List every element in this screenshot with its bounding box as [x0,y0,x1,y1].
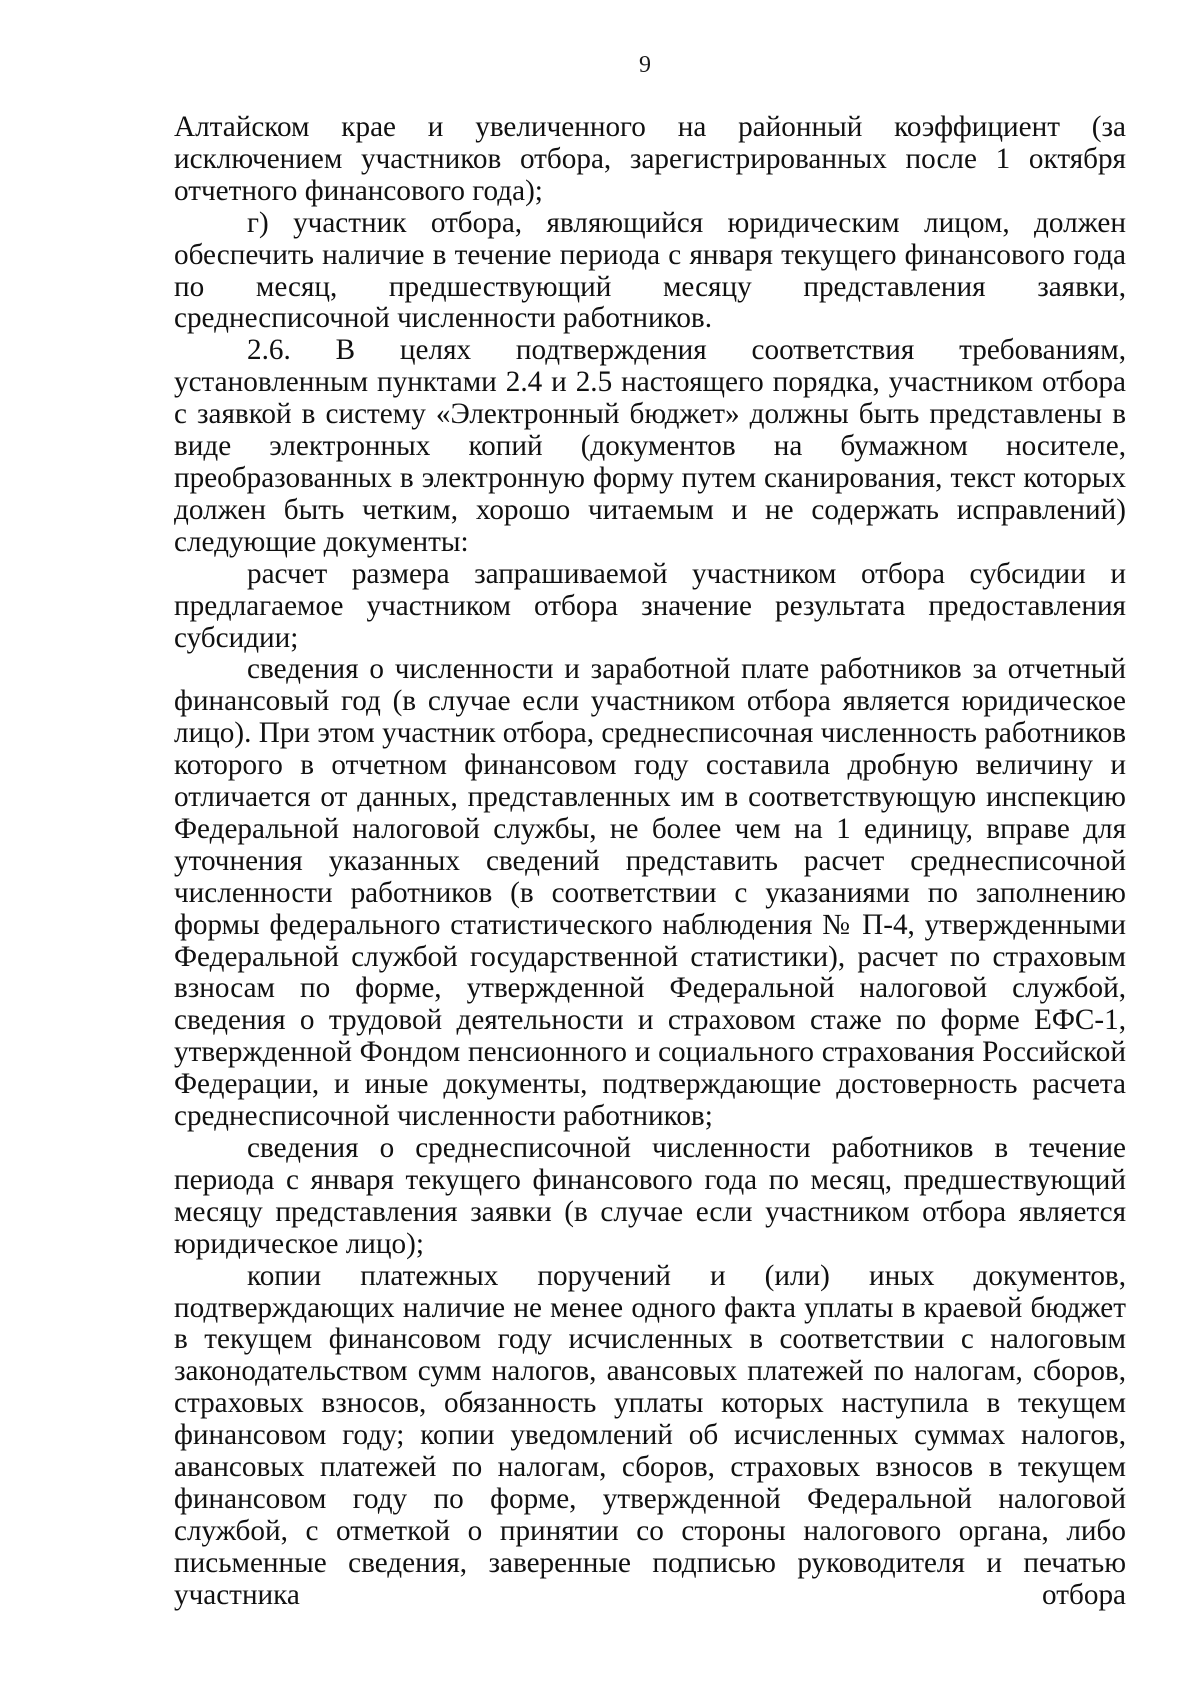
paragraph-continuation: Алтайском крае и увеличенного на районный коэффициент (за исключением участников отбора, зарегистрированных после 1 октября отчетного финансового года); [174,111,1126,207]
paragraph-average-headcount: сведения о среднесписочной численности работников в течение периода с января текущего финансового года по месяц, предшествующий месяцу представления заявки (в случае если участником отбора является юридическое лицо); [174,1132,1126,1260]
document-body [174,112,1126,1612]
paragraph-subsidy-calculation: расчет размера запрашиваемой участником отбора субсидии и предлагаемое участником отбора значение результата предоставления субсидии; [174,557,1126,654]
paragraph-item-g: г) участник отбора, являющийся юридическим лицом, должен обеспечить наличие в течение периода с января текущего финансового года по месяц, предшествующий месяцу представления заявки, среднесписочной численности работников. [174,206,1126,335]
page-number: 9 [639,52,651,78]
paragraph-2-6: 2.6. В целях подтверждения соответствия требованиям, установленным пунктами 2.4 и 2.5 настоящего порядка, участником отбора с заявкой в систему «Электронный бюджет» должны быть представлены в виде электронных копий (документов на бумажном носителе, преобразованных в электронную форму путем сканирования, текст которых должен быть четким, хорошо читаемым и не содержать исправлений) следующие документы: [174,334,1126,558]
paragraph-employee-info: сведения о численности и заработной плате работников за отчетный финансовый год (в случае если участником отбора является юридическое лицо). При этом участник отбора, среднесписочная численность работников которого в отчетном финансовом году составила дробную величину и отличается от данных, представленных им в соответствующую инспекцию Федеральной налоговой службы, не более чем на 1 единицу, вправе для уточнения указанных сведений представить расчет среднесписочной численности работников (в соответствии с указаниями по заполнению формы федерального статистического наблюдения № П-4, утвержденными Федеральной службой государственной статистики), расчет по страховым взносам по форме, утвержденной Федеральной налоговой службой, сведения о трудовой деятельности и страховом стаже по форме ЕФС-1, утвержденной Фондом пенсионного и социального страхования Российской Федерации, и иные документы, подтверждающие достоверность расчета среднесписочной численности работников; [174,653,1126,1133]
paragraph-payment-copies: копии платежных поручений и (или) иных документов, подтверждающих наличие не менее одного факта уплаты в краевой бюджет в текущем финансовом году исчисленных в соответствии с налоговым законодательством сумм налогов, авансовых платежей по налогам, сборов, страховых взносов, обязанность уплаты которых наступила в текущем финансовом году; копии уведомлений об исчисленных суммах налогов, авансовых платежей по налогам, сборов, страховых взносов в текущем финансовом году по форме, утвержденной Федеральной налоговой службой, с отметкой о принятии со стороны налогового органа, либо письменные сведения, заверенные подписью руководителя и печатью участника отбора [174,1259,1126,1611]
